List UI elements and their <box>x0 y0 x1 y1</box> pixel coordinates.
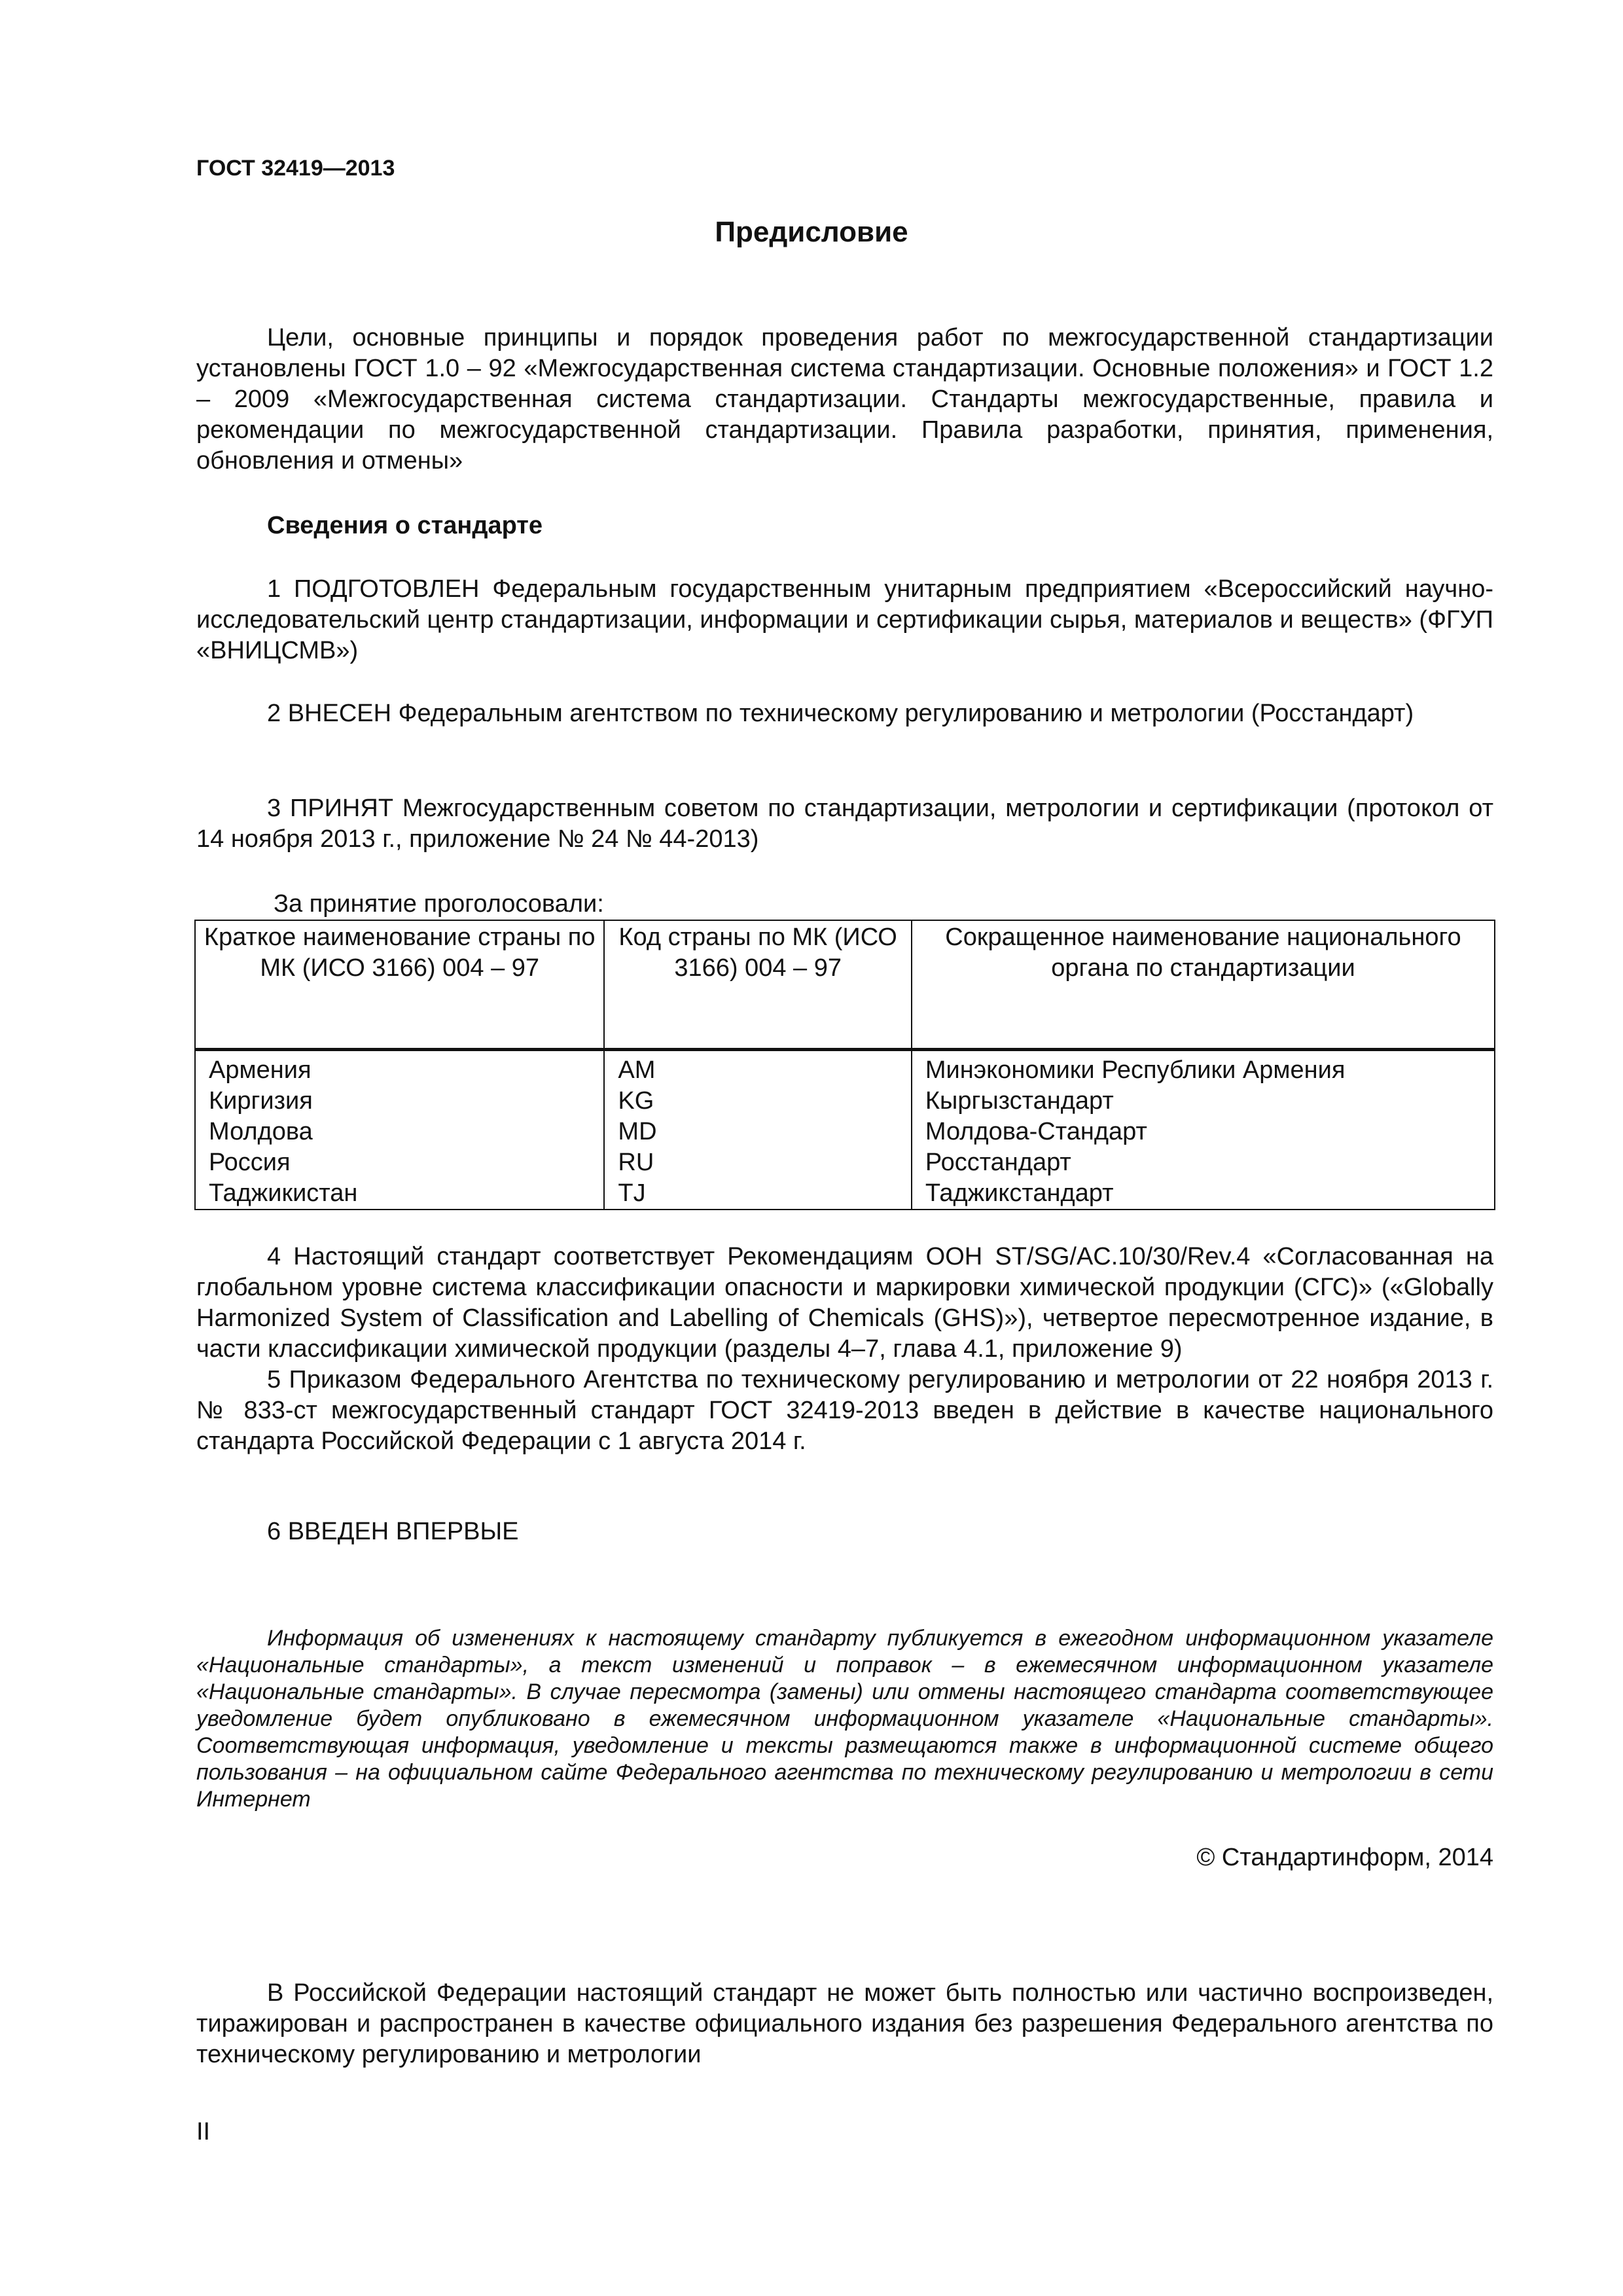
table-row <box>195 1086 1495 1117</box>
copyright-line: © Стандартинформ, 2014 <box>1196 1844 1493 1871</box>
member-states-table <box>194 920 1495 1210</box>
header-country-name: Краткое наименование страны по МК (ИСО 3166) 004 – 97 <box>195 920 604 1050</box>
items-4-5-section <box>196 1242 1493 1457</box>
item-6-first-introduced: 6 ВВЕДЕН ВПЕРВЫЕ <box>267 1518 519 1545</box>
item-3-adopted: 3 ПРИНЯТ Межгосударственным советом по стандартизации, метрологии и сертификации (протокол от 14 ноября 2013 г., приложение № 24 № 44-2013) <box>196 795 1493 853</box>
reproduction-notice: В Российской Федерации настоящий стандарт не может быть полностью или частично воспроизведен, тиражирован и распространен в качестве официального издания без разрешения Федерального агентства по техническому регулированию и метрологии <box>196 1979 1493 2068</box>
table-row <box>195 1178 1495 1210</box>
info-notice-text: Информация об изменениях к настоящему стандарту публикуется в ежегодном информационном указателе «Национальные стандарты», а текст изменений и поправок – в ежемесячном информационном указателе «Национальные стандарты». В случае пересмотра (замены) или отмены настоящего стандарта соответствующее уведомление будет опубликовано в ежемесячном информационном указателе «Национальные стандарты». Соответствующая информация, уведомление и тексты размещаются также в информационной системе общего пользования – на официальном сайте Федерального агентства по техническому регулированию и метрологии в сети Интернет <box>196 1626 1493 1812</box>
item-2-section <box>196 698 1493 729</box>
cell-country: Армения <box>195 1050 604 1086</box>
header-standards-body: Сокращенное наименование национального органа по стандартизации <box>912 920 1495 1050</box>
item-5-order: 5 Приказом Федерального Агентства по техническому регулированию и метрологии от 22 ноября 2013 г. № 833-ст межгосударственный стандарт ГОСТ 32419-2013 введен в действие в качестве национального стандарта Российской Федерации с 1 августа 2014 г. <box>196 1366 1493 1455</box>
cell-country: Россия <box>195 1147 604 1178</box>
item-1-section <box>196 574 1493 666</box>
item-2-submitted: 2 ВНЕСЕН Федеральным агентством по техническому регулированию и метрологии (Росстандарт) <box>267 700 1414 727</box>
table-row <box>195 1050 1495 1086</box>
page-number: II <box>196 2118 211 2145</box>
cell-body: Молдова-Стандарт <box>912 1117 1495 1147</box>
item-3-section <box>196 793 1493 855</box>
cell-body: Росстандарт <box>912 1147 1495 1178</box>
table-header-row <box>195 920 1495 1050</box>
reproduction-section <box>196 1978 1493 2070</box>
changes-information-notice <box>196 1625 1493 1813</box>
vote-caption: За принятие проголосовали: <box>274 890 604 918</box>
item-6-section <box>196 1516 1493 1547</box>
cell-body: Минэкономики Республики Армения <box>912 1050 1495 1086</box>
cell-body: Таджикстандарт <box>912 1178 1495 1210</box>
cell-country: Таджикистан <box>195 1178 604 1210</box>
item-4-correspondence: 4 Настоящий стандарт соответствует Рекомендациям ООН ST/SG/AC.10/30/Rev.4 «Согласованная на глобальном уровне система классификации опасности и маркировки химической продукции (СГС)» («Globally Harmonized System of Classification and Labelling of Chemicals (GHS)»), четвертое пересмотренное издание, в части классификации химической продукции (разделы 4–7, глава 4.1, приложение 9) <box>196 1243 1493 1363</box>
standard-info-heading: Сведения о стандарте <box>267 512 543 539</box>
intro-section <box>196 323 1493 476</box>
cell-country: Молдова <box>195 1117 604 1147</box>
cell-code: MD <box>604 1117 911 1147</box>
cell-code: KG <box>604 1086 911 1117</box>
item-1-prepared: 1 ПОДГОТОВЛЕН Федеральным государственным унитарным предприятием «Всероссийский научно-исследовательский центр стандартизации, информации и сертификации сырья, материалов и веществ» (ФГУП «ВНИЦСМВ») <box>196 575 1493 664</box>
page-title: Предисловие <box>715 216 908 248</box>
document-id-header: ГОСТ 32419—2013 <box>196 156 395 181</box>
table-row <box>195 1147 1495 1178</box>
cell-body: Кыргызстандарт <box>912 1086 1495 1117</box>
cell-code: RU <box>604 1147 911 1178</box>
cell-country: Киргизия <box>195 1086 604 1117</box>
intro-paragraph: Цели, основные принципы и порядок проведения работ по межгосударственной стандартизации установлены ГОСТ 1.0 – 92 «Межгосударственная система стандартизации. Основные положения» и ГОСТ 1.2 – 2009 «Межгосударственная система стандартизации. Стандарты межгосударственные, правила и рекомендации по межгосударственной стандартизации. Правила разработки, принятия, применения, обновления и отмены» <box>196 324 1493 475</box>
table-row <box>195 1117 1495 1147</box>
cell-code: AM <box>604 1050 911 1086</box>
cell-code: TJ <box>604 1178 911 1210</box>
header-country-code: Код страны по МК (ИСО 3166) 004 – 97 <box>604 920 911 1050</box>
